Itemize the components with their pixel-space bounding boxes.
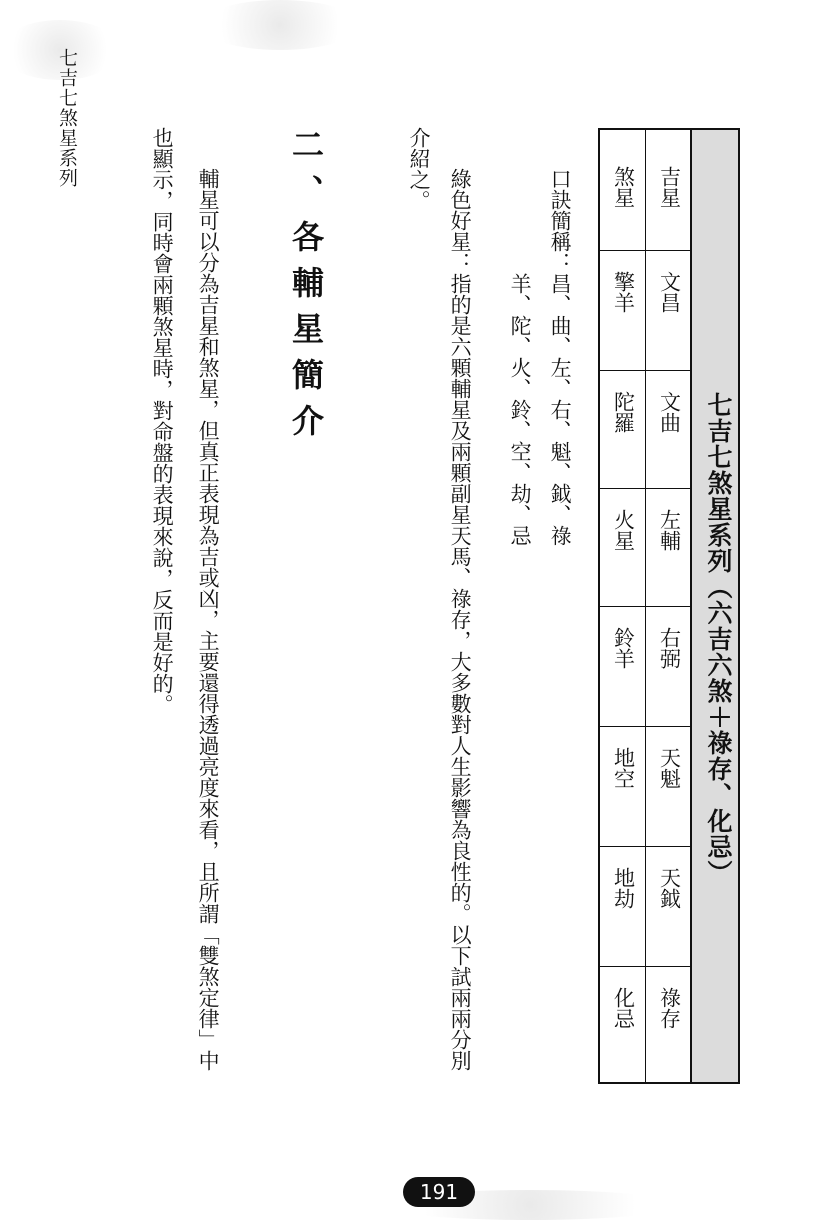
mnemonic-line-2: 羊、陀、火、鈴、空、劫、忌	[508, 273, 533, 546]
mnemonic-line-1: 口訣簡稱：昌、曲、左、右、魁、鉞、祿	[548, 168, 573, 546]
malefic-star-row	[600, 130, 646, 1082]
table-title: 七吉七煞星系列（六吉六煞＋祿存、化忌）	[704, 392, 733, 886]
auspicious-star-row	[645, 130, 692, 1082]
table-cell: 火星	[600, 488, 646, 606]
table-cell: 吉星	[657, 166, 682, 208]
table-cell: 地劫	[600, 846, 646, 966]
running-head: 七吉七煞星系列	[56, 48, 78, 188]
table-cell: 擎羊	[600, 250, 646, 370]
table-cell: 天魁	[646, 726, 692, 846]
table-cell: 天鉞	[646, 846, 692, 966]
paragraph-2-line-1: 輔星可以分為吉星和煞星，但真正表現為吉或凶，主要還得透過亮度來看，且所謂「雙煞定律」中	[196, 168, 221, 1071]
star-table	[598, 128, 740, 1084]
table-cell: 左輔	[646, 488, 692, 606]
table-cell: 文昌	[646, 250, 692, 370]
table-cell: 右弼	[646, 606, 692, 726]
table-cell: 祿存	[646, 966, 692, 1082]
page-number: 191	[403, 1177, 475, 1207]
paragraph-2-line-2: 也顯示，同時會兩顆煞星時，對命盤的表現來說，反而是好的。	[150, 127, 175, 715]
table-cell: 陀羅	[600, 370, 646, 488]
paragraph-1-line-2: 介紹之。	[407, 127, 432, 211]
table-cell: 地空	[600, 726, 646, 846]
table-cell: 化忌	[600, 966, 646, 1082]
table-cell: 鈴羊	[600, 606, 646, 726]
table-cell: 煞星	[611, 166, 636, 208]
section-heading: 二、各輔星簡介	[287, 128, 325, 450]
table-cell: 文曲	[646, 370, 692, 488]
table-title-column	[690, 130, 738, 1082]
paragraph-1-line-1: 綠色好星：指的是六顆輔星及兩顆副星天馬、祿存，大多數對人生影響為良性的。以下試兩兩分別	[448, 168, 473, 1071]
scan-smudge	[200, 0, 360, 50]
